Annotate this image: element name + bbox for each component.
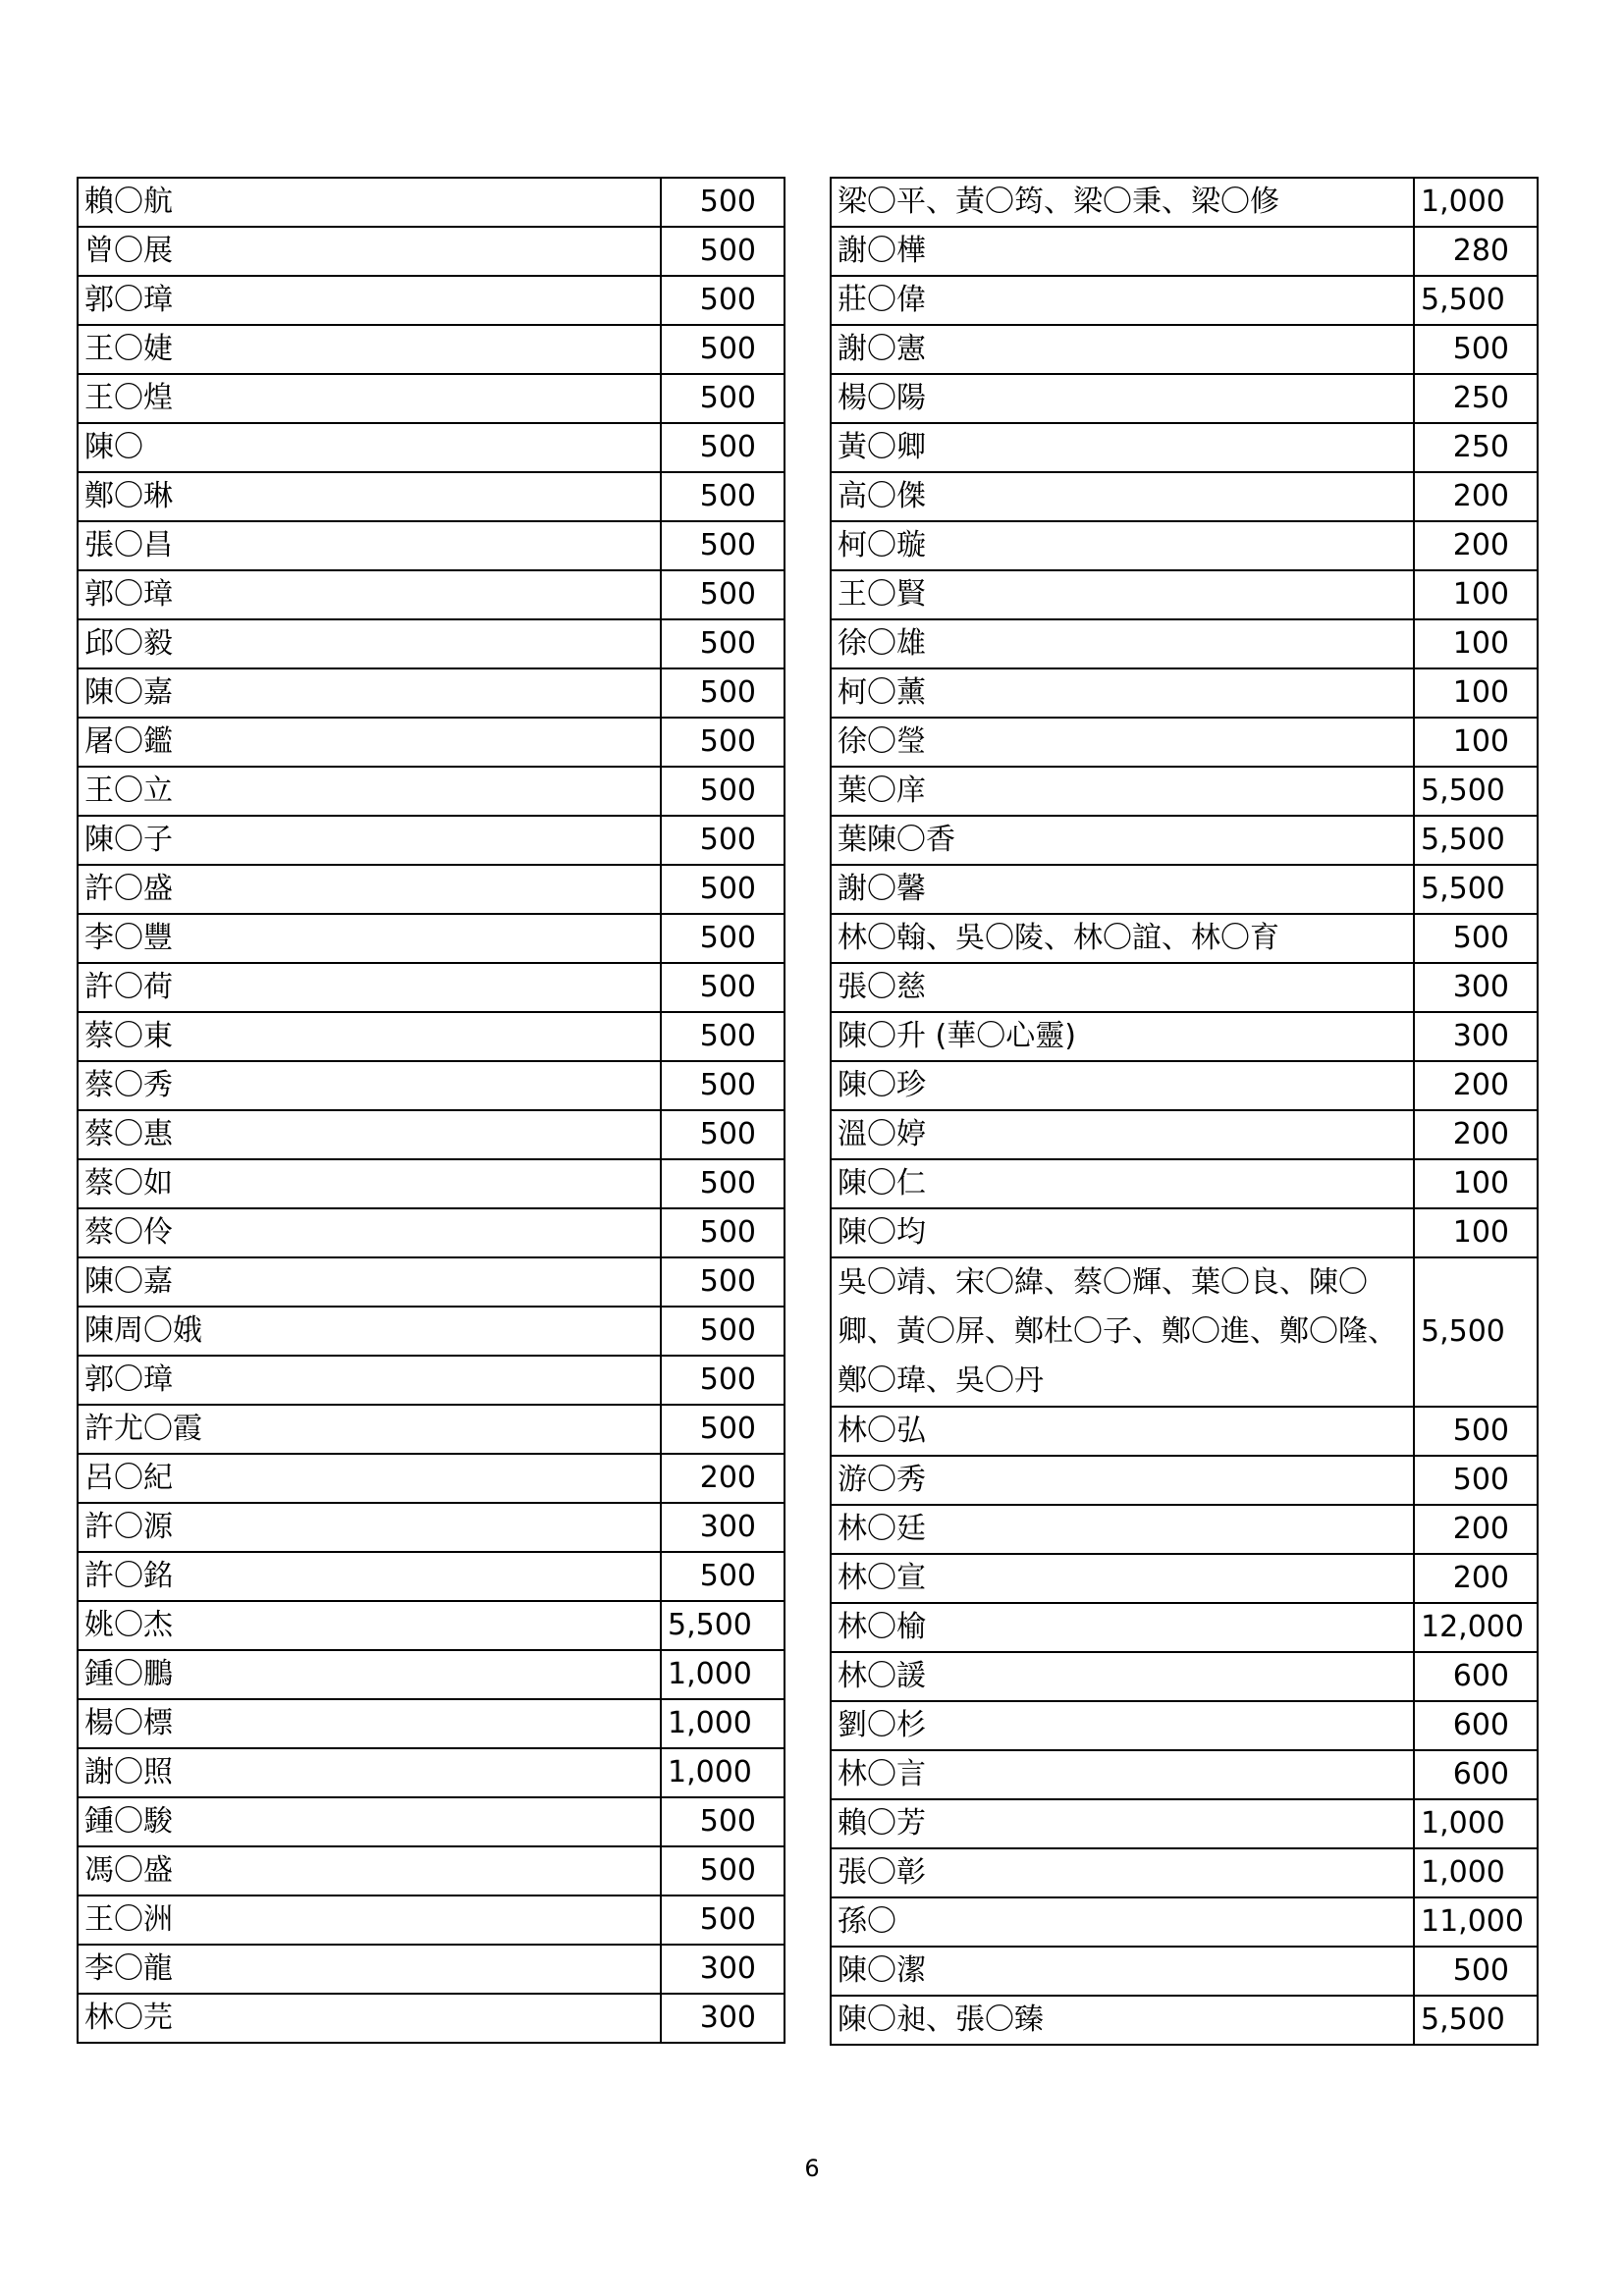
- table-row: [831, 472, 1538, 521]
- donation-amount: 500: [661, 325, 785, 374]
- donor-name: 陳〇均: [831, 1208, 1414, 1257]
- table-row: [78, 1503, 785, 1552]
- table-row: [78, 374, 785, 423]
- table-row: [78, 1601, 785, 1650]
- table-row: [78, 1159, 785, 1208]
- donation-amount: 200: [1414, 521, 1538, 570]
- donor-name: 謝〇馨: [831, 865, 1414, 914]
- donation-amount: 500: [661, 1405, 785, 1454]
- table-row: [78, 767, 785, 816]
- table-row: [831, 1603, 1538, 1652]
- table-row: [78, 227, 785, 276]
- donor-name: 徐〇雄: [831, 619, 1414, 668]
- donor-name: 鍾〇駿: [78, 1797, 661, 1846]
- donor-name: 張〇昌: [78, 521, 661, 570]
- table-row: [831, 668, 1538, 718]
- table-row: [78, 472, 785, 521]
- donor-name: 鄭〇琳: [78, 472, 661, 521]
- donation-amount: 100: [1414, 668, 1538, 718]
- table-row: [831, 1159, 1538, 1208]
- donation-amount: 500: [1414, 1947, 1538, 1996]
- donor-name: 葉〇庠: [831, 767, 1414, 816]
- donation-amount: 300: [661, 1503, 785, 1552]
- donor-name: 孫〇: [831, 1897, 1414, 1947]
- donor-name: 陳〇: [78, 423, 661, 472]
- table-row: [78, 276, 785, 325]
- donation-amount: 100: [1414, 1159, 1538, 1208]
- donation-amount: 250: [1414, 423, 1538, 472]
- page-number: 6: [804, 2155, 820, 2182]
- donation-amount: 500: [661, 767, 785, 816]
- donor-name: 陳周〇娥: [78, 1307, 661, 1356]
- donor-name: 林〇言: [831, 1750, 1414, 1799]
- donation-amount: 500: [661, 1159, 785, 1208]
- table-row: [831, 914, 1538, 963]
- table-row: [78, 914, 785, 963]
- donation-amount: 1,000: [661, 1748, 785, 1797]
- table-row: [78, 178, 785, 227]
- donor-name: 柯〇璇: [831, 521, 1414, 570]
- donor-name: 謝〇樺: [831, 227, 1414, 276]
- donor-name: 郭〇璋: [78, 570, 661, 619]
- donor-name: 鍾〇鵬: [78, 1650, 661, 1699]
- table-row: [78, 1552, 785, 1601]
- table-row: [78, 865, 785, 914]
- table-row: [78, 1994, 785, 2043]
- table-row: [831, 1897, 1538, 1947]
- table-row: [78, 521, 785, 570]
- donor-name: 林〇翰、吳〇陵、林〇誼、林〇育: [831, 914, 1414, 963]
- table-row: [831, 816, 1538, 865]
- table-row: [831, 1701, 1538, 1750]
- donation-amount: 500: [661, 423, 785, 472]
- donation-amount: 500: [661, 1846, 785, 1896]
- donation-amount: 500: [1414, 1407, 1538, 1456]
- donation-amount: 280: [1414, 227, 1538, 276]
- donor-table-left: [77, 177, 785, 2044]
- donation-amount: 500: [661, 178, 785, 227]
- donor-name: 王〇洲: [78, 1896, 661, 1945]
- donor-name: 陳〇嘉: [78, 1257, 661, 1307]
- table-row: [831, 227, 1538, 276]
- table-row: [831, 1012, 1538, 1061]
- donation-amount: 600: [1414, 1750, 1538, 1799]
- donation-amount: 500: [661, 668, 785, 718]
- donation-amount: 11,000: [1414, 1897, 1538, 1947]
- donation-amount: 100: [1414, 1208, 1538, 1257]
- donor-name: 陳〇仁: [831, 1159, 1414, 1208]
- table-row: [78, 570, 785, 619]
- donor-name: 陳〇昶、張〇臻: [831, 1996, 1414, 2045]
- donation-amount: 200: [1414, 1554, 1538, 1603]
- donor-name: 林〇宣: [831, 1554, 1414, 1603]
- donor-name: 陳〇子: [78, 816, 661, 865]
- donor-name: 賴〇航: [78, 178, 661, 227]
- table-row: [831, 276, 1538, 325]
- donor-name: 謝〇照: [78, 1748, 661, 1797]
- donation-amount: 1,000: [1414, 1848, 1538, 1897]
- table-row: [831, 1110, 1538, 1159]
- donor-name: 莊〇偉: [831, 276, 1414, 325]
- donation-amount: 500: [661, 1110, 785, 1159]
- donation-amount: 100: [1414, 570, 1538, 619]
- donor-name: 蔡〇秀: [78, 1061, 661, 1110]
- donation-amount: 5,500: [661, 1601, 785, 1650]
- donor-name: 陳〇潔: [831, 1947, 1414, 1996]
- table-row: [78, 1012, 785, 1061]
- donation-amount: 500: [661, 1797, 785, 1846]
- table-row: [831, 1799, 1538, 1848]
- table-row: [78, 325, 785, 374]
- table-row: [78, 1797, 785, 1846]
- table-row: [78, 1257, 785, 1307]
- table-row: [78, 1307, 785, 1356]
- donation-amount: 300: [1414, 963, 1538, 1012]
- donation-amount: 1,000: [661, 1699, 785, 1748]
- table-row: [78, 1061, 785, 1110]
- donor-name: 曾〇展: [78, 227, 661, 276]
- donor-table-right: [830, 177, 1539, 2046]
- donation-amount: 500: [661, 472, 785, 521]
- donor-name: 許〇荷: [78, 963, 661, 1012]
- donor-name: 吳〇靖、宋〇緯、蔡〇輝、葉〇良、陳〇卿、黃〇屏、鄭杜〇子、鄭〇進、鄭〇隆、鄭〇瑋、吳〇丹: [831, 1257, 1414, 1407]
- donation-amount: 500: [661, 1257, 785, 1307]
- table-row: [831, 619, 1538, 668]
- table-row: [831, 1407, 1538, 1456]
- donation-amount: 1,000: [661, 1650, 785, 1699]
- donation-amount: 500: [661, 816, 785, 865]
- donation-amount: 200: [1414, 472, 1538, 521]
- donor-name: 許尤〇霞: [78, 1405, 661, 1454]
- donation-amount: 500: [661, 1356, 785, 1405]
- table-row: [831, 1750, 1538, 1799]
- donation-amount: 300: [1414, 1012, 1538, 1061]
- donor-name: 許〇盛: [78, 865, 661, 914]
- donation-amount: 500: [661, 1061, 785, 1110]
- donor-name: 陳〇嘉: [78, 668, 661, 718]
- donation-amount: 300: [661, 1945, 785, 1994]
- table-row: [831, 865, 1538, 914]
- table-row: [831, 1947, 1538, 1996]
- donor-name: 林〇弘: [831, 1407, 1414, 1456]
- donor-name: 蔡〇伶: [78, 1208, 661, 1257]
- donation-amount: 500: [661, 1896, 785, 1945]
- donation-amount: 12,000: [1414, 1603, 1538, 1652]
- donation-amount: 500: [1414, 1456, 1538, 1505]
- donation-amount: 5,500: [1414, 816, 1538, 865]
- table-row: [831, 521, 1538, 570]
- donation-amount: 100: [1414, 619, 1538, 668]
- donation-amount: 200: [1414, 1505, 1538, 1554]
- donation-amount: 500: [661, 374, 785, 423]
- donor-name: 蔡〇如: [78, 1159, 661, 1208]
- donation-amount: 5,500: [1414, 276, 1538, 325]
- donation-amount: 600: [1414, 1701, 1538, 1750]
- table-row: [831, 374, 1538, 423]
- table-row: [831, 767, 1538, 816]
- table-row: [78, 668, 785, 718]
- donor-name: 黃〇卿: [831, 423, 1414, 472]
- donor-name: 張〇彰: [831, 1848, 1414, 1897]
- table-row: [78, 423, 785, 472]
- donation-amount: 500: [661, 1307, 785, 1356]
- donor-name: 姚〇杰: [78, 1601, 661, 1650]
- donor-name: 謝〇憲: [831, 325, 1414, 374]
- table-row: [831, 1554, 1538, 1603]
- donation-amount: 100: [1414, 718, 1538, 767]
- table-row: [831, 1061, 1538, 1110]
- donation-amount: 5,500: [1414, 1996, 1538, 2045]
- donation-amount: 200: [661, 1454, 785, 1503]
- donor-name: 王〇婕: [78, 325, 661, 374]
- table-row: [78, 1945, 785, 1994]
- donation-amount: 5,500: [1414, 767, 1538, 816]
- table-row: [831, 423, 1538, 472]
- donor-name: 屠〇鑑: [78, 718, 661, 767]
- donation-amount: 500: [661, 718, 785, 767]
- donor-name: 林〇廷: [831, 1505, 1414, 1554]
- donation-amount: 500: [661, 521, 785, 570]
- table-row: [831, 325, 1538, 374]
- table-row: [78, 816, 785, 865]
- donor-name: 林〇芫: [78, 1994, 661, 2043]
- table-row: [78, 1356, 785, 1405]
- donor-name: 游〇秀: [831, 1456, 1414, 1505]
- donation-amount: 500: [661, 1208, 785, 1257]
- table-row: [78, 1650, 785, 1699]
- donor-name: 賴〇芳: [831, 1799, 1414, 1848]
- donor-name: 蔡〇惠: [78, 1110, 661, 1159]
- donor-name: 王〇立: [78, 767, 661, 816]
- donor-name: 王〇煌: [78, 374, 661, 423]
- table-row: [78, 1405, 785, 1454]
- table-row: [831, 1257, 1538, 1407]
- donor-name: 徐〇瑩: [831, 718, 1414, 767]
- donor-name: 許〇銘: [78, 1552, 661, 1601]
- table-row: [78, 1896, 785, 1945]
- donation-amount: 200: [1414, 1061, 1538, 1110]
- donor-name: 張〇慈: [831, 963, 1414, 1012]
- donation-amount: 500: [661, 963, 785, 1012]
- donor-name: 柯〇薰: [831, 668, 1414, 718]
- donation-amount: 5,500: [1414, 1257, 1538, 1407]
- donation-amount: 500: [661, 865, 785, 914]
- donor-name: 邱〇毅: [78, 619, 661, 668]
- table-row: [78, 1110, 785, 1159]
- donation-amount: 600: [1414, 1652, 1538, 1701]
- donation-amount: 500: [661, 1552, 785, 1601]
- donation-amount: 500: [661, 619, 785, 668]
- donation-amount: 500: [661, 227, 785, 276]
- donor-name: 高〇傑: [831, 472, 1414, 521]
- table-row: [831, 1456, 1538, 1505]
- donation-amount: 500: [1414, 914, 1538, 963]
- donor-name: 林〇諼: [831, 1652, 1414, 1701]
- donor-name: 溫〇婷: [831, 1110, 1414, 1159]
- table-row: [831, 1848, 1538, 1897]
- donation-amount: 500: [661, 570, 785, 619]
- donor-name: 馮〇盛: [78, 1846, 661, 1896]
- donor-name: 呂〇紀: [78, 1454, 661, 1503]
- donation-amount: 1,000: [1414, 178, 1538, 227]
- donor-name: 陳〇升 (華〇心靈): [831, 1012, 1414, 1061]
- table-row: [831, 178, 1538, 227]
- table-row: [78, 1208, 785, 1257]
- table-row: [78, 1748, 785, 1797]
- donation-amount: 200: [1414, 1110, 1538, 1159]
- donation-amount: 500: [661, 1012, 785, 1061]
- donation-amount: 1,000: [1414, 1799, 1538, 1848]
- donation-amount: 5,500: [1414, 865, 1538, 914]
- table-row: [78, 1846, 785, 1896]
- donor-name: 梁〇平、黃〇筠、梁〇秉、梁〇修: [831, 178, 1414, 227]
- table-row: [78, 619, 785, 668]
- table-row: [78, 1454, 785, 1503]
- donation-amount: 500: [661, 276, 785, 325]
- table-row: [831, 570, 1538, 619]
- donor-name: 楊〇陽: [831, 374, 1414, 423]
- donor-name: 李〇豐: [78, 914, 661, 963]
- table-row: [78, 963, 785, 1012]
- donor-name: 劉〇杉: [831, 1701, 1414, 1750]
- donation-amount: 500: [661, 914, 785, 963]
- table-row: [831, 1652, 1538, 1701]
- table-row: [831, 1208, 1538, 1257]
- donor-name: 郭〇璋: [78, 1356, 661, 1405]
- donor-name: 蔡〇東: [78, 1012, 661, 1061]
- table-row: [78, 1699, 785, 1748]
- table-row: [831, 718, 1538, 767]
- table-row: [831, 1505, 1538, 1554]
- donor-name: 許〇源: [78, 1503, 661, 1552]
- donor-name: 李〇龍: [78, 1945, 661, 1994]
- donor-name: 葉陳〇香: [831, 816, 1414, 865]
- donation-amount: 300: [661, 1994, 785, 2043]
- donor-name: 林〇榆: [831, 1603, 1414, 1652]
- table-row: [831, 1996, 1538, 2045]
- donation-amount: 250: [1414, 374, 1538, 423]
- donor-name: 郭〇璋: [78, 276, 661, 325]
- donor-name: 陳〇珍: [831, 1061, 1414, 1110]
- table-row: [78, 718, 785, 767]
- donation-amount: 500: [1414, 325, 1538, 374]
- donor-name: 王〇賢: [831, 570, 1414, 619]
- donor-name: 楊〇標: [78, 1699, 661, 1748]
- table-row: [831, 963, 1538, 1012]
